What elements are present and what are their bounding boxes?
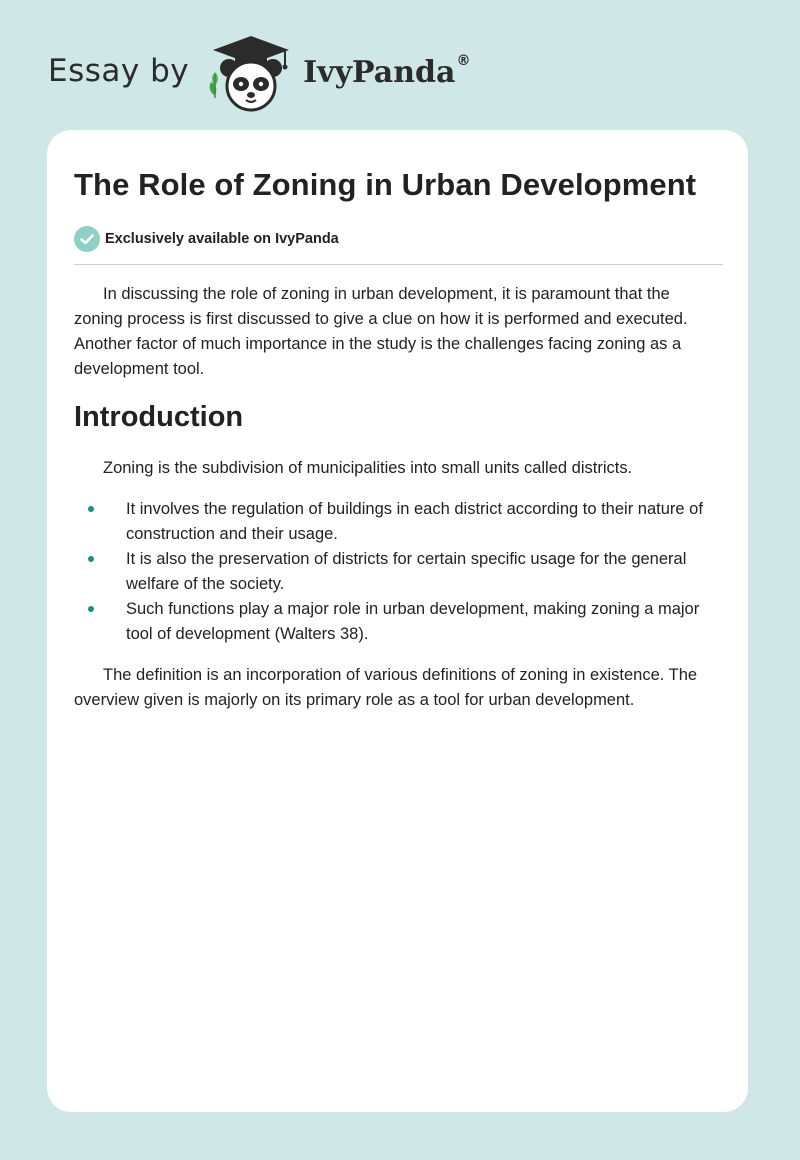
bullet-icon	[88, 506, 94, 512]
closing-paragraph: The definition is an incorporation of various definitions of zoning in existence. The overview given is majorly on its primary role as a tool for urban development.	[74, 666, 698, 709]
bullet-icon	[88, 556, 94, 562]
brand-name[interactable]: IvyPanda®	[303, 52, 471, 90]
essay-content	[74, 164, 723, 713]
essay-card	[47, 130, 748, 1112]
bullet-icon	[88, 606, 94, 612]
list-item	[74, 547, 723, 597]
list-item-text: It involves the regulation of buildings in each district according to their nature of construction and their usage.	[126, 500, 703, 543]
list-item-text: It is also the preservation of districts for certain specific usage for the general welfare of the society.	[126, 550, 687, 593]
section-heading: Introduction	[74, 401, 244, 433]
essay-by-label: Essay by	[48, 53, 190, 89]
check-icon	[74, 226, 100, 252]
exclusive-badge	[74, 226, 723, 252]
registered-mark: ®	[456, 52, 471, 69]
site-header	[48, 34, 470, 114]
panda-logo-icon[interactable]	[205, 34, 297, 114]
exclusive-badge-label: Exclusively available on IvyPanda	[105, 231, 339, 247]
section-paragraph: Zoning is the subdivision of municipalities into small units called districts.	[103, 459, 633, 477]
list-item	[74, 497, 723, 547]
intro-paragraph: In discussing the role of zoning in urban development, it is paramount that the zoning process is first discussed to give a clue on how it is performed and executed. Another factor of much importance in the study is the challenges facing zoning as a development tool.	[74, 285, 688, 378]
divider	[74, 264, 723, 265]
list-item-text: Such functions play a major role in urban development, making zoning a major tool of development (Walters 38).	[126, 600, 700, 643]
essay-title: The Role of Zoning in Urban Development	[74, 167, 697, 202]
bullet-list	[74, 497, 723, 647]
list-item	[74, 597, 723, 647]
